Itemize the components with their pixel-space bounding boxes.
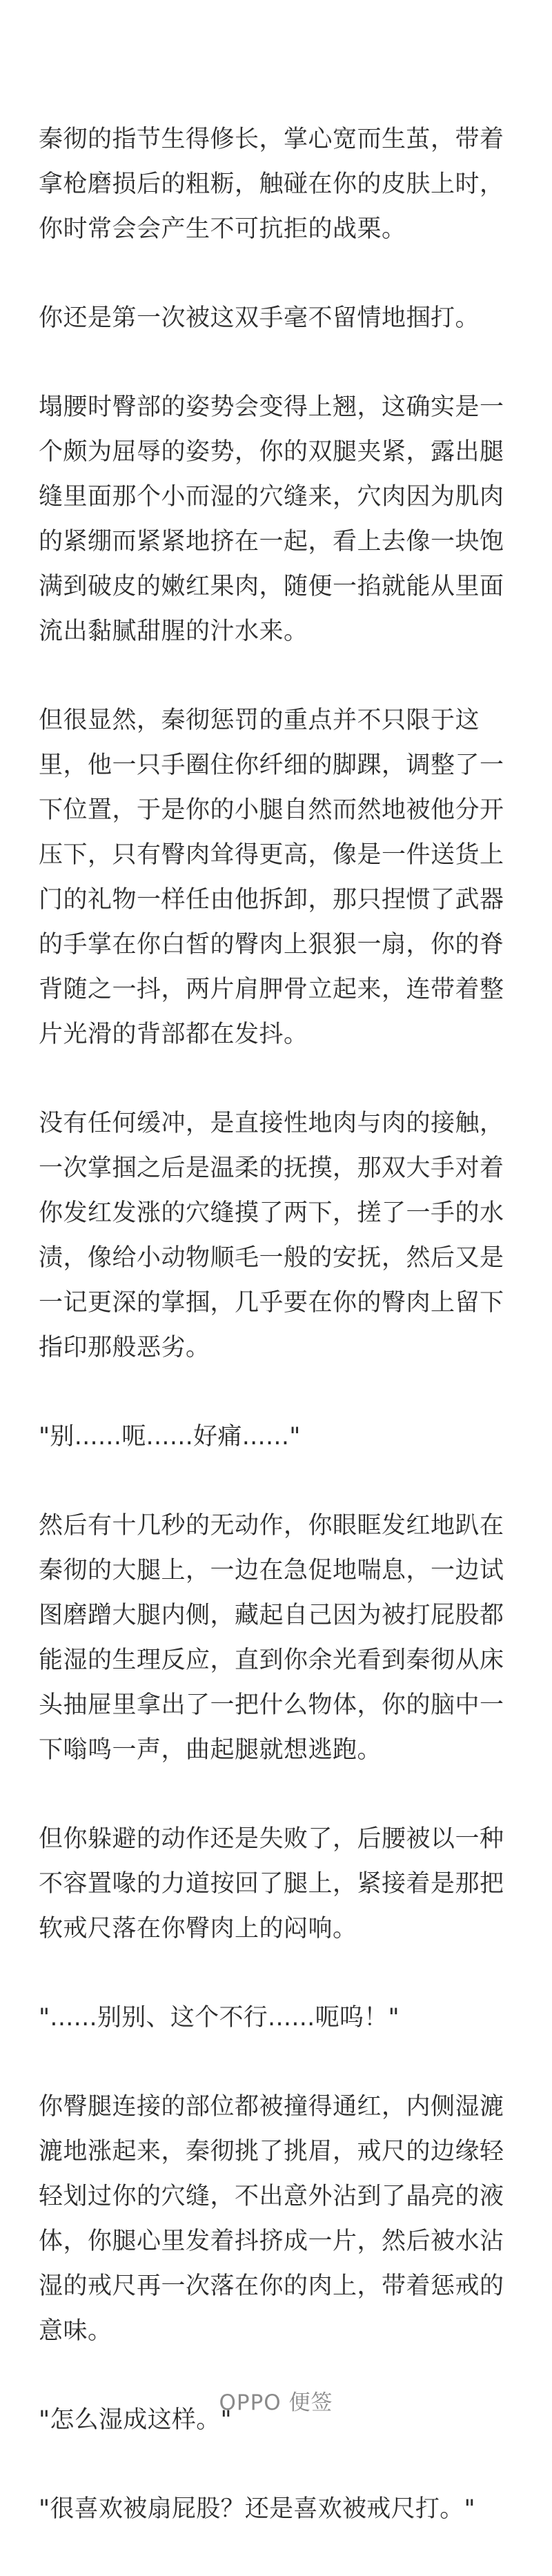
- note-dialogue: "别......呃......好痛......": [39, 1423, 301, 1451]
- note-dialogue: "很喜欢被扇屁股？还是喜欢被戒尺打。": [39, 2495, 475, 2523]
- note-paragraph: 但很显然，秦彻惩罚的重点并不只限于这里，他一只手圈住你纤细的脚踝，调整了一下位置，于是你的小腿自然而然地被他分开压下，只有臀肉耸得更高，像是一件送货上门的礼物一样任由他拆卸，那只捏惯了武器的手掌在你白皙的臀肉上狠狠一扇，你的脊背随之一抖，两片肩胛骨立起来，连带着整片光滑的背部都在发抖。: [39, 707, 504, 1048]
- note-paragraph: 然后有十几秒的无动作，你眼眶发红地趴在秦彻的大腿上，一边在急促地喘息，一边试图磨蹭大腿内侧，藏起自己因为被打屁股都能湿的生理反应，直到你余光看到秦彻从床头抽屉里拿出了一把什么物体，你的脑中一下嗡鸣一声，曲起腿就想逃跑。: [39, 1512, 504, 1764]
- note-paragraph: 你还是第一次被这双手毫不留情地掴打。: [39, 304, 480, 332]
- note-body: [39, 117, 515, 2576]
- app-watermark: OPPO 便签: [219, 2390, 333, 2415]
- note-paragraph: 塌腰时臀部的姿势会变得上翘，这确实是一个颇为屈辱的姿势，你的双腿夹紧，露出腿缝里面那个小而湿的穴缝来，穴肉因为肌肉的紧绷而紧紧地挤在一起，看上去像一块饱满到破皮的嫩红果肉，随便一掐就能从里面流出黏腻甜腥的汁水来。: [39, 393, 504, 645]
- note-paragraph: 没有任何缓冲，是直接性地肉与肉的接触，一次掌掴之后是温柔的抚摸，那双大手对着你发红发涨的穴缝摸了两下，搓了一手的水渍，像给小动物顺毛一般的安抚，然后又是一记更深的掌掴，几乎要在你的臀肉上留下指印那般恶劣。: [39, 1110, 504, 1361]
- note-paragraph: 你臀腿连接的部位都被撞得通红，内侧湿漉漉地涨起来，秦彻挑了挑眉，戒尺的边缘轻轻划过你的穴缝，不出意外沾到了晶亮的液体，你腿心里发着抖挤成一片，然后被水沾湿的戒尺再一次落在你的肉上，带着惩戒的意味。: [39, 2093, 504, 2345]
- note-dialogue: "怎么湿成这样。": [39, 2406, 232, 2434]
- note-paragraph: 但你躲避的动作还是失败了，后腰被以一种不容置喙的力道按回了腿上，紧接着是那把软戒尺落在你臀肉上的闷响。: [39, 1825, 504, 1943]
- note-paragraph: 秦彻的指节生得修长，掌心宽而生茧，带着拿枪磨损后的粗粝，触碰在你的皮肤上时，你时常会会产生不可抗拒的战栗。: [39, 126, 504, 243]
- note-dialogue: "......别别、这个不行......呃呜！": [39, 2004, 400, 2032]
